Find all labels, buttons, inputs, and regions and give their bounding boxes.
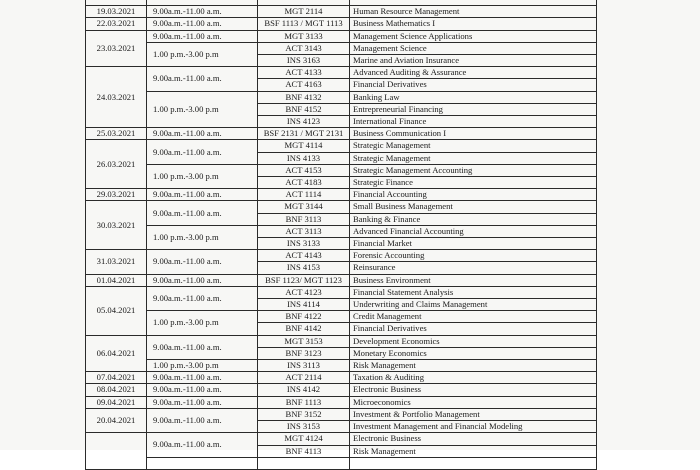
course-subject-cell: Underwriting and Claims Management [350, 299, 597, 311]
exam-date-cell: 25.03.2021 [86, 128, 147, 140]
course-code-cell: MGT 4124 [258, 433, 350, 445]
exam-time-cell: 9.00a.m.-11.00 a.m. [147, 384, 258, 396]
course-code-cell: ACT 2114 [258, 372, 350, 384]
course-subject-cell: Investment Management and Financial Modeling [350, 421, 597, 433]
exam-date-cell: 07.04.2021 [86, 372, 147, 384]
course-subject-cell: Business Mathematics I [350, 18, 597, 30]
table-row [86, 164, 597, 176]
course-code-cell: BNF 4152 [258, 103, 350, 115]
table-row [86, 372, 597, 384]
exam-date-cell: 06.04.2021 [86, 335, 147, 372]
table-row [86, 42, 597, 54]
course-code-cell: MGT 3144 [258, 201, 350, 213]
exam-date-cell: 20.04.2021 [86, 408, 147, 432]
table-row [86, 30, 597, 42]
course-subject-cell: Management Science Applications [350, 30, 597, 42]
table-row [86, 396, 597, 408]
course-subject-cell: Investment & Portfolio Management [350, 408, 597, 420]
exam-date-cell: 26.03.2021 [86, 140, 147, 189]
course-subject-cell: Risk Management [350, 445, 597, 457]
course-subject-cell: Management Science [350, 42, 597, 54]
course-subject-cell: Taxation & Auditing [350, 372, 597, 384]
course-code-cell: INS 3133 [258, 238, 350, 250]
course-code-cell: ACT 4153 [258, 164, 350, 176]
course-subject-cell: Human Resource Management [350, 6, 597, 18]
course-code-cell: INS 4142 [258, 384, 350, 396]
table-row [86, 18, 597, 30]
table-row [86, 189, 597, 201]
course-code-cell: INS 3153 [258, 421, 350, 433]
exam-time-cell: 9.00a.m.-11.00 a.m. [147, 335, 258, 359]
course-subject-cell: Banking Law [350, 91, 597, 103]
table-row [86, 408, 597, 420]
course-subject-cell: Advanced Auditing & Assurance [350, 67, 597, 79]
course-subject-cell: Microeconomics [350, 396, 597, 408]
table-row [86, 384, 597, 396]
exam-timetable [85, 0, 597, 470]
table-row [86, 140, 597, 152]
table-row [86, 225, 597, 237]
course-code-cell: BSF 1123/ MGT 1123 [258, 274, 350, 286]
course-code-cell: BNF 4142 [258, 323, 350, 335]
course-subject-cell: Financial Market [350, 238, 597, 250]
exam-date-cell: 09.04.2021 [86, 396, 147, 408]
course-subject-cell: Financial Accounting [350, 189, 597, 201]
exam-time-cell: 9.00a.m.-11.00 a.m. [147, 128, 258, 140]
course-code-cell: ACT 3113 [258, 225, 350, 237]
exam-time-cell: 1.00 p.m.-3.00 p.m [147, 164, 258, 188]
table-row [86, 433, 597, 445]
course-code-cell: ACT 4133 [258, 67, 350, 79]
exam-date-cell: 05.04.2021 [86, 286, 147, 335]
table-row [86, 67, 597, 79]
course-subject-cell: Electronic Business [350, 433, 597, 445]
exam-time-cell: 9.00a.m.-11.00 a.m. [147, 67, 258, 91]
course-code-cell: INS 4133 [258, 152, 350, 164]
course-subject-cell: Business Communication I [350, 128, 597, 140]
course-code-cell: INS 4114 [258, 299, 350, 311]
course-code-cell: INS 3113 [258, 360, 350, 372]
exam-date-cell [86, 433, 147, 470]
exam-time-cell: 1.00 p.m.-3.00 p.m [147, 311, 258, 335]
course-code-cell: ACT 4143 [258, 250, 350, 262]
exam-date-cell: 31.03.2021 [86, 250, 147, 274]
exam-time-cell: 9.00a.m.-11.00 a.m. [147, 250, 258, 274]
course-subject-cell: Forensic Accounting [350, 250, 597, 262]
table-row [86, 286, 597, 298]
table-row [86, 250, 597, 262]
table-row [86, 91, 597, 103]
table-row [86, 274, 597, 286]
course-subject-cell: Financial Derivatives [350, 323, 597, 335]
course-code-cell [258, 457, 350, 469]
table-row [86, 128, 597, 140]
exam-time-cell: 1.00 p.m.-3.00 p.m [147, 91, 258, 128]
course-subject-cell: Business Environment [350, 274, 597, 286]
course-subject-cell: Strategic Management [350, 140, 597, 152]
course-subject-cell: Advanced Financial Accounting [350, 225, 597, 237]
course-subject-cell [350, 457, 597, 469]
table-row [86, 201, 597, 213]
exam-time-cell: 9.00a.m.-11.00 a.m. [147, 396, 258, 408]
course-subject-cell: Small Business Management [350, 201, 597, 213]
course-subject-cell: Financial Statement Analysis [350, 286, 597, 298]
course-code-cell: BSF 2131 / MGT 2131 [258, 128, 350, 140]
exam-date-cell: 24.03.2021 [86, 67, 147, 128]
exam-time-cell: 9.00a.m.-11.00 a.m. [147, 201, 258, 225]
course-subject-cell: Strategic Management Accounting [350, 164, 597, 176]
exam-time-cell: 9.00a.m.-11.00 a.m. [147, 286, 258, 310]
course-code-cell: MGT 3153 [258, 335, 350, 347]
exam-time-cell: 9.00a.m.-11.00 a.m. [147, 18, 258, 30]
course-code-cell: BNF 3152 [258, 408, 350, 420]
course-subject-cell: Risk Management [350, 360, 597, 372]
course-subject-cell: Development Economics [350, 335, 597, 347]
course-code-cell: MGT 3133 [258, 30, 350, 42]
course-code-cell: ACT 4163 [258, 79, 350, 91]
course-code-cell: BNF 4132 [258, 91, 350, 103]
exam-time-cell: 1.00 p.m.-3.00 p.m [147, 360, 258, 372]
course-code-cell: BNF 1113 [258, 396, 350, 408]
exam-time-cell: 1.00 p.m.-3.00 p.m [147, 225, 258, 249]
exam-time-cell: 9.00a.m.-11.00 a.m. [147, 189, 258, 201]
exam-date-cell: 30.03.2021 [86, 201, 147, 250]
course-code-cell: INS 4123 [258, 116, 350, 128]
course-subject-cell: International Finance [350, 116, 597, 128]
exam-time-cell [147, 457, 258, 469]
timetable-body [86, 0, 597, 469]
table-row [86, 6, 597, 18]
exam-time-cell: 9.00a.m.-11.00 a.m. [147, 372, 258, 384]
table-row [86, 360, 597, 372]
course-subject-cell: Strategic Finance [350, 177, 597, 189]
course-subject-cell: Credit Management [350, 311, 597, 323]
exam-date-cell: 19.03.2021 [86, 6, 147, 18]
exam-time-cell: 9.00a.m.-11.00 a.m. [147, 6, 258, 18]
exam-date-cell: 22.03.2021 [86, 18, 147, 30]
course-code-cell: INS 4153 [258, 262, 350, 274]
course-subject-cell: Reinsurance [350, 262, 597, 274]
course-code-cell: BNF 3123 [258, 347, 350, 359]
course-subject-cell: Strategic Management [350, 152, 597, 164]
course-subject-cell: Entrepreneurial Financing [350, 103, 597, 115]
exam-time-cell: 1.00 p.m.-3.00 p.m [147, 42, 258, 66]
course-code-cell: BNF 4122 [258, 311, 350, 323]
table-row [86, 335, 597, 347]
exam-date-cell: 01.04.2021 [86, 274, 147, 286]
exam-time-cell: 9.00a.m.-11.00 a.m. [147, 433, 258, 457]
course-code-cell: BSF 1113 / MGT 1113 [258, 18, 350, 30]
course-subject-cell: Monetary Economics [350, 347, 597, 359]
table-row [86, 311, 597, 323]
course-subject-cell: Banking & Finance [350, 213, 597, 225]
exam-date-cell: 29.03.2021 [86, 189, 147, 201]
course-code-cell: MGT 2114 [258, 6, 350, 18]
course-code-cell: ACT 1114 [258, 189, 350, 201]
table-row [86, 457, 597, 469]
course-code-cell: ACT 4183 [258, 177, 350, 189]
exam-date-cell: 23.03.2021 [86, 30, 147, 67]
course-code-cell: MGT 4114 [258, 140, 350, 152]
course-code-cell: BNF 4113 [258, 445, 350, 457]
exam-time-cell: 9.00a.m.-11.00 a.m. [147, 30, 258, 42]
course-subject-cell: Financial Derivatives [350, 79, 597, 91]
course-code-cell: ACT 4123 [258, 286, 350, 298]
course-code-cell: ACT 3143 [258, 42, 350, 54]
exam-time-cell: 9.00a.m.-11.00 a.m. [147, 274, 258, 286]
exam-time-cell: 9.00a.m.-11.00 a.m. [147, 140, 258, 164]
course-subject-cell: Electronic Business [350, 384, 597, 396]
course-code-cell: INS 3163 [258, 55, 350, 67]
course-code-cell: BNF 3113 [258, 213, 350, 225]
exam-time-cell: 9.00a.m.-11.00 a.m. [147, 408, 258, 432]
course-subject-cell: Marine and Aviation Insurance [350, 55, 597, 67]
exam-date-cell: 08.04.2021 [86, 384, 147, 396]
